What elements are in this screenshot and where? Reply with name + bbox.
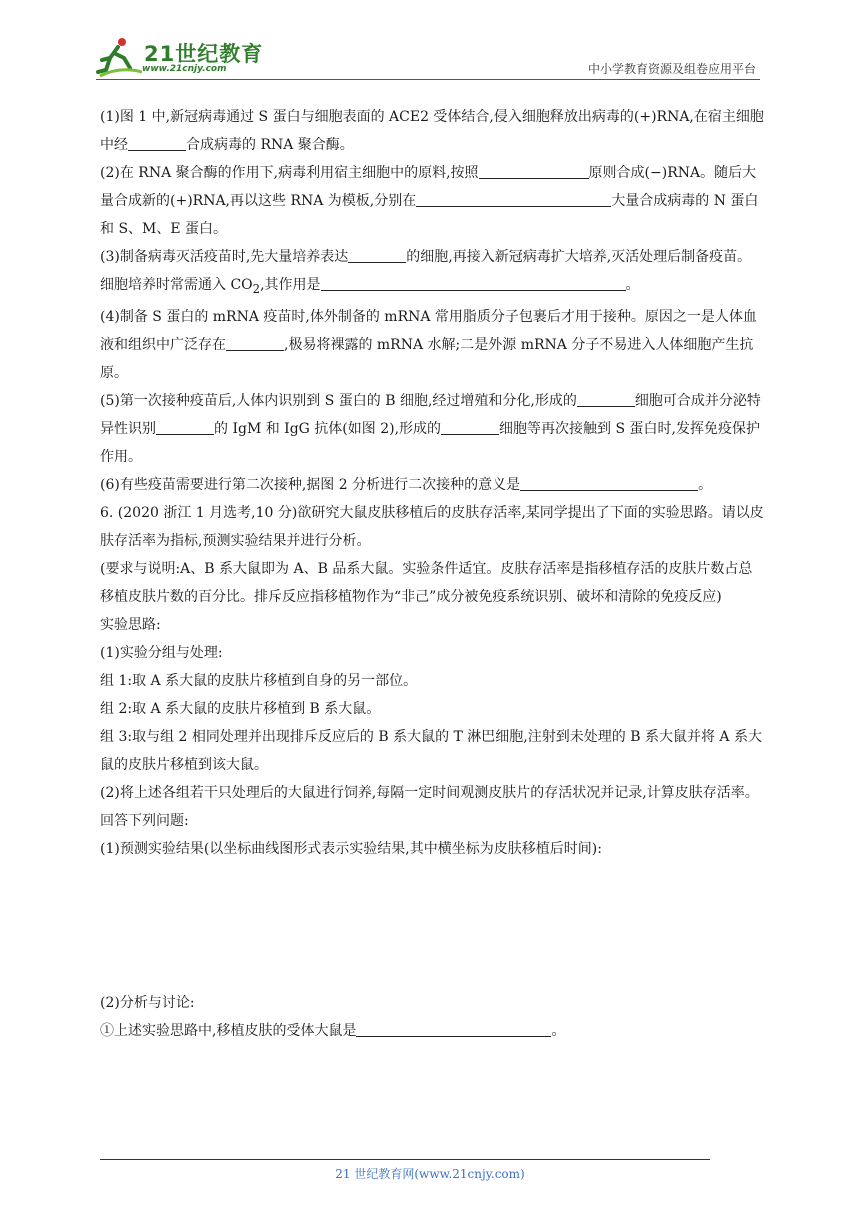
answer-blank[interactable] xyxy=(321,273,626,291)
question-1: (1)图 1 中,新冠病毒通过 S 蛋白与细胞表面的 ACE2 受体结合,侵入细胞释放出病毒的(+)RNA,在宿主细胞中经 合成病毒的 RNA 聚合酶。 xyxy=(100,109,764,153)
result-question-1: (1)预测实验结果(以坐标曲线图形式表示实验结果,其中横坐标为皮肤移植后时间): xyxy=(100,840,602,857)
step-2: (2)将上述各组若干只处理后的大鼠进行饲养,每隔一定时间观测皮肤片的存活状况并记录,计算皮肤存活率。 xyxy=(100,784,759,801)
question-6: (6)有些疫苗需要进行第二次接种,据图 2 分析进行二次接种的意义是 。 xyxy=(100,471,764,499)
answer-blank[interactable] xyxy=(416,189,611,207)
question-5: (5)第一次接种疫苗后,人体内识别到 S 蛋白的 B 细胞,经过增殖和分化,形成的 细胞可合成并分泌特异性识别 的 IgM 和 IgG 抗体(如图 2),形成的 细胞等再次接触到 S 蛋白时,发挥免疫保护作用。 xyxy=(100,387,764,471)
question-3: (3)制备病毒灭活疫苗时,先大量培养表达 的细胞,再接入新冠病毒扩大培养,灭活处理后制备疫苗。细胞培养时常需通入 $CO_2$,其作用是 。 xyxy=(100,243,764,303)
step-1: (1)实验分组与处理: xyxy=(100,644,223,661)
runner-logo-icon xyxy=(96,36,142,78)
problem-6-requirements: (要求与说明:A、B 系大鼠即为 A、B 品系大鼠。实验条件适宜。皮肤存活率是指移植存活的皮肤片数占总移植皮肤片数的百分比。排斥反应指移植物作为“非己”成分被免疫系统识别、破坏和清除的免疫反应) xyxy=(100,560,753,605)
group-2: 组 2:取 A 系大鼠的皮肤片移植到 B 系大鼠。 xyxy=(100,700,381,717)
answer-blank[interactable] xyxy=(226,333,284,351)
result-question-2a: ①上述实验思路中,移植皮肤的受体大鼠是 。 xyxy=(100,1017,764,1045)
answer-blank[interactable] xyxy=(156,417,214,435)
answer-blank[interactable] xyxy=(128,133,186,151)
document-body xyxy=(100,103,764,1045)
answer-blank[interactable] xyxy=(348,245,406,263)
answer-blank[interactable] xyxy=(356,1019,551,1037)
experiment-idea-heading: 实验思路: xyxy=(100,616,161,633)
logo xyxy=(96,36,266,78)
question-2: (2)在 RNA 聚合酶的作用下,病毒利用宿主细胞中的原料,按照 原则合成(−)RNA。随后大量合成新的(+)RNA,再以这些 RNA 为模板,分别在 大量合成病毒的 N 蛋白和 S、M、E 蛋白。 xyxy=(100,159,764,243)
problem-6-intro: 6. (2020 浙江 1 月选考,10 分)欲研究大鼠皮肤移植后的皮肤存活率,某同学提出了下面的实验思路。请以皮肤存活率为指标,预测实验结果并进行分析。 xyxy=(100,504,764,549)
answer-blank[interactable] xyxy=(520,473,698,491)
logo-url: www.21cnjy.com xyxy=(142,64,227,74)
answer-blank[interactable] xyxy=(479,161,589,179)
result-question-2: (2)分析与讨论: xyxy=(100,994,195,1011)
platform-name: 中小学教育资源及组卷应用平台 xyxy=(587,62,756,76)
footer-divider xyxy=(100,1159,710,1160)
group-3: 组 3:取与组 2 相同处理并出现排斥反应后的 B 系大鼠的 T 淋巴细胞,注射到未处理的 B 系大鼠并将 A 系大鼠的皮肤片移植到该大鼠。 xyxy=(100,728,762,773)
header-divider xyxy=(96,79,760,80)
page-footer: 21 世纪教育网(www.21cnjy.com) xyxy=(335,1167,525,1181)
question-4: (4)制备 S 蛋白的 mRNA 疫苗时,体外制备的 mRNA 常用脂质分子包裹后才用于接种。原因之一是人体血液和组织中广泛存在 ,极易将裸露的 mRNA 水解;二是外源 mRNA 分子不易进入人体细胞产生抗原。 xyxy=(100,308,757,381)
answer-blank[interactable] xyxy=(441,417,499,435)
page-header xyxy=(0,0,860,82)
answer-heading: 回答下列问题: xyxy=(100,812,189,829)
answer-space[interactable] xyxy=(100,863,764,989)
answer-blank[interactable] xyxy=(577,389,635,407)
group-1: 组 1:取 A 系大鼠的皮肤片移植到自身的另一部位。 xyxy=(100,672,418,689)
logo-text: 21世纪教育 xyxy=(144,42,264,66)
